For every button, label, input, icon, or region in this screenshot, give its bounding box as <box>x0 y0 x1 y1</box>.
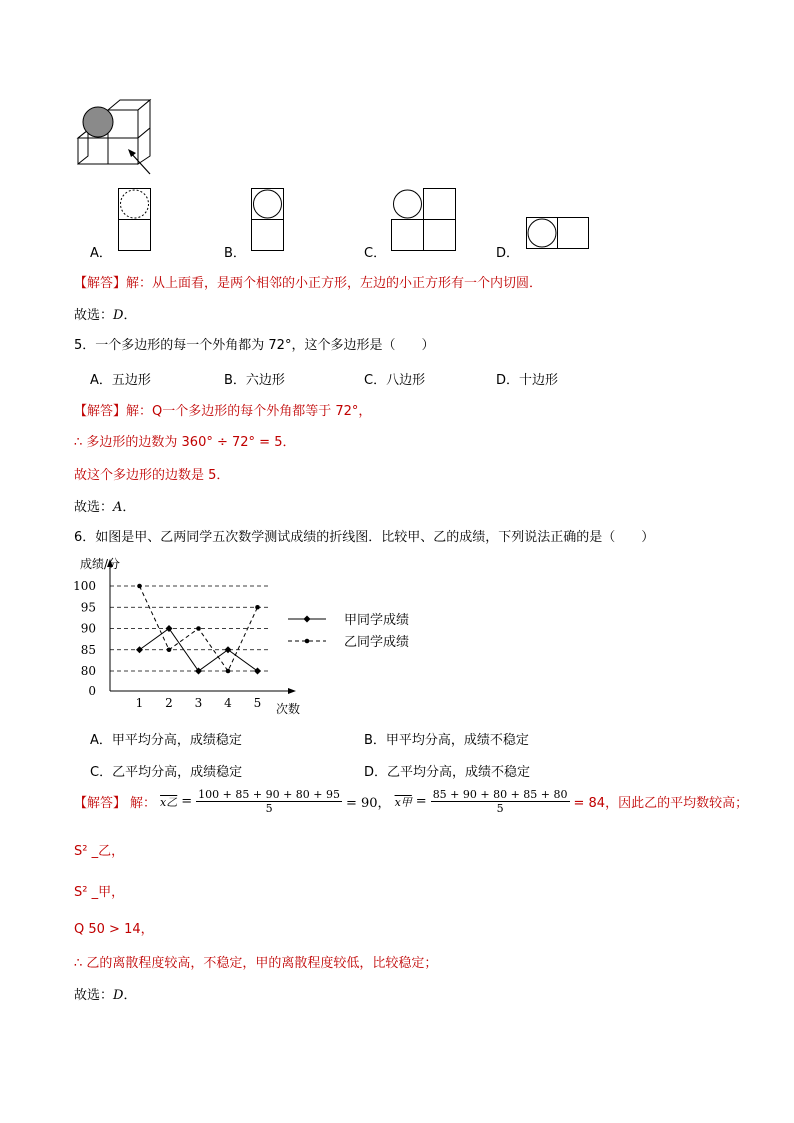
q6-option-c: C．乙平均分高，成绩稳定 <box>90 765 243 780</box>
solution-tag: 【解答】 <box>74 276 127 291</box>
series-2-point <box>226 669 231 674</box>
legend-marker-1 <box>304 616 311 623</box>
fraction-yi <box>196 788 342 815</box>
q5-stem: 5．一个多边形的每一个外角都为 72°，这个多边形是（ ） <box>74 338 435 353</box>
q4-option-a-label: A． <box>90 246 112 261</box>
series-1-point <box>166 625 173 632</box>
x-tick-label: 5 <box>253 696 262 710</box>
option-b-figure <box>251 188 285 252</box>
answer-letter: D <box>113 308 124 323</box>
q6-option-b: B．甲平均分高，成绩不稳定 <box>364 733 529 748</box>
legend-label-1: 甲同学成绩 <box>344 613 410 628</box>
fraction-yi-denominator: 5 <box>265 802 273 815</box>
y-tick-label: 0 <box>88 684 96 698</box>
answer-prefix: 故选： <box>74 988 114 1003</box>
fraction-jia-denominator: 5 <box>496 802 504 815</box>
solution-tag: 【解答】 <box>74 796 127 811</box>
answer-suffix: ． <box>122 500 136 515</box>
x-tick-label: 3 <box>194 696 203 710</box>
q6-option-a: A．甲平均分高，成绩稳定 <box>90 733 242 748</box>
q6-answer <box>74 984 136 1003</box>
q6-compare: Q 50 > 14， <box>74 922 154 937</box>
y-axis-label: 成绩/分 <box>80 557 121 571</box>
q6-s2-jia: S² _甲， <box>74 885 125 900</box>
q5-option-b: B．六边形 <box>224 373 285 388</box>
xbar-jia: x甲 <box>394 795 412 809</box>
series-1-point <box>225 646 232 653</box>
answer-letter: A <box>113 500 123 515</box>
cube-stack-figure <box>70 98 160 178</box>
answer-suffix: ． <box>123 308 137 323</box>
q5-solution-line1-text: 解：Q一个多边形的每个外角都等于 72°， <box>126 404 372 419</box>
answer-prefix: 故选： <box>74 308 114 323</box>
q6-stem: 6．如图是甲、乙两同学五次数学测试成绩的折线图．比较甲、乙的成绩，下列说法正确的是（ ） <box>74 530 655 545</box>
fraction-yi-numerator: 100 + 85 + 90 + 80 + 95 <box>198 788 340 801</box>
q6-solution-line1 <box>74 788 748 815</box>
option-c-figure <box>391 188 457 252</box>
equals-sign: = <box>181 794 193 809</box>
x-tick-label: 4 <box>224 696 232 710</box>
fraction-jia-numerator: 85 + 90 + 80 + 85 + 80 <box>432 788 568 801</box>
series-1-point <box>136 646 143 653</box>
q6-option-d: D．乙平均分高，成绩不稳定 <box>364 765 531 780</box>
q5-option-d: D．十边形 <box>496 373 559 388</box>
q4-option-b-label: B． <box>224 246 246 261</box>
q4-option-d-label: D． <box>496 246 520 261</box>
answer-letter: D <box>113 988 124 1003</box>
series-2-point <box>137 584 142 589</box>
eq1-result: = 90， <box>345 796 391 811</box>
xbar-yi: x乙 <box>160 795 178 809</box>
y-tick-label: 85 <box>80 642 96 657</box>
q5-solution-line3: 故这个多边形的边数是 5． <box>74 468 230 483</box>
x-axis-arrow <box>288 688 296 694</box>
y-tick-label: 80 <box>80 664 96 678</box>
legend-label-2: 乙同学成绩 <box>344 635 410 650</box>
series-1-point <box>254 668 261 675</box>
x-tick-label: 1 <box>135 696 144 710</box>
legend-marker-2 <box>305 639 310 644</box>
sol-intro: 解： <box>130 796 157 811</box>
option-d-figure <box>526 217 590 251</box>
series-2-point <box>167 647 172 652</box>
q4-solution-text: 解：从上面看，是两个相邻的小正方形，左边的小正方形有一个内切圆． <box>126 276 543 291</box>
q4-solution <box>74 272 542 291</box>
fraction-jia <box>431 788 570 815</box>
score-line-chart <box>70 553 430 718</box>
series-2-point <box>196 626 201 631</box>
q5-option-a: A．五边形 <box>90 373 151 388</box>
answer-prefix: 故选： <box>74 500 114 515</box>
eq2-result: = 84，因此乙的平均数较高； <box>573 796 749 811</box>
y-tick-label: 100 <box>73 579 96 593</box>
option-a-figure <box>118 188 152 252</box>
q5-answer <box>74 496 135 515</box>
y-tick-label: 90 <box>80 621 96 636</box>
series-2-point <box>255 605 260 610</box>
q5-option-c: C．八边形 <box>364 373 426 388</box>
equals-sign: = <box>415 794 427 809</box>
x-tick-label: 2 <box>165 696 173 710</box>
q5-solution-line2: ∴ 多边形的边数为 360° ÷ 72° = 5． <box>74 435 296 450</box>
q4-option-c-label: C． <box>364 246 387 261</box>
answer-suffix: ． <box>123 988 137 1003</box>
y-tick-label: 95 <box>80 600 96 615</box>
series-1-point <box>195 668 202 675</box>
q5-solution-line1 <box>74 400 371 419</box>
q6-s2-yi: S² _乙， <box>74 844 125 859</box>
solution-tag: 【解答】 <box>74 404 127 419</box>
q6-conclusion: ∴ 乙的离散程度较高，不稳定，甲的离散程度较低，比较稳定； <box>74 956 438 971</box>
q4-answer <box>74 304 136 323</box>
x-axis-label: 次数 <box>276 702 301 716</box>
